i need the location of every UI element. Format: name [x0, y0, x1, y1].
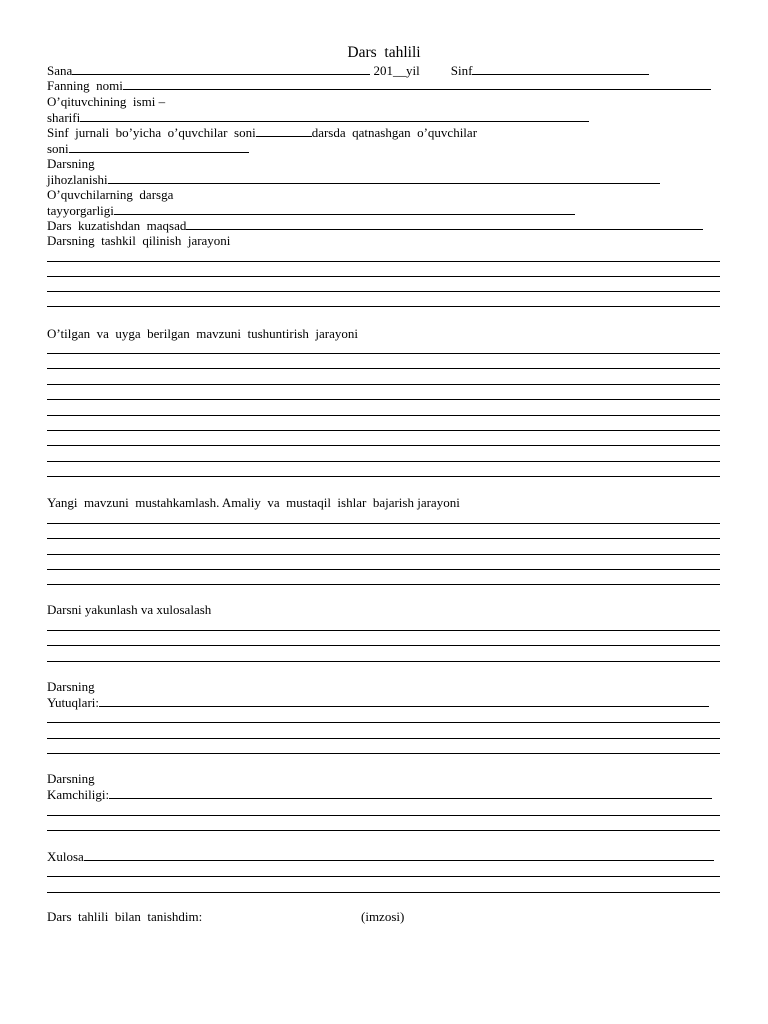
fan-label: Fanning nomi: [47, 78, 123, 93]
answer-line[interactable]: [47, 291, 720, 292]
kamchilik-label: Kamchiligi:: [47, 787, 110, 802]
maqsad-blank[interactable]: [186, 218, 703, 230]
answer-line[interactable]: [47, 569, 720, 570]
answer-line[interactable]: [47, 554, 720, 555]
yutuq-blank[interactable]: [99, 695, 709, 707]
answer-line[interactable]: [47, 276, 720, 277]
sinf-blank[interactable]: [472, 63, 649, 75]
answer-line[interactable]: [47, 476, 720, 477]
jihoz-row: [47, 172, 660, 187]
sinf-label: Sinf: [450, 63, 473, 78]
darsning-label: Darsning: [47, 156, 95, 171]
imzosi-label: (imzosi): [361, 909, 405, 924]
maqsad-label: Dars kuzatishdan maqsad: [47, 218, 187, 233]
answer-line[interactable]: [47, 523, 720, 524]
jihoz-blank[interactable]: [108, 172, 660, 184]
tanishdim-label: Dars tahlili bilan tanishdim:: [47, 909, 203, 924]
answer-line[interactable]: [47, 353, 720, 354]
sana-blank[interactable]: [72, 63, 370, 75]
preparation-label: O’quvchilarning darsga: [47, 187, 174, 202]
yutuq-row: [47, 695, 709, 710]
answer-line[interactable]: [47, 399, 720, 400]
sana-row: [47, 63, 649, 78]
fan-row: [47, 78, 711, 93]
answer-line[interactable]: [47, 892, 720, 893]
sharifi-blank[interactable]: [80, 110, 589, 122]
sharifi-row: [47, 110, 589, 125]
tashkil-label: Darsning tashkil qilinish jarayoni: [47, 233, 231, 248]
answer-line[interactable]: [47, 876, 720, 877]
year-label: 201__yil: [373, 63, 420, 78]
answer-line[interactable]: [47, 738, 720, 739]
journal-row: [47, 125, 477, 140]
journal-blank[interactable]: [256, 125, 312, 137]
soni-blank[interactable]: [69, 141, 249, 153]
answer-line[interactable]: [47, 722, 720, 723]
answer-line[interactable]: [47, 384, 720, 385]
maqsad-row: [47, 218, 703, 233]
kamchilik-row: [47, 787, 712, 802]
answer-line[interactable]: [47, 645, 720, 646]
answer-line[interactable]: [47, 306, 720, 307]
answer-line[interactable]: [47, 815, 720, 816]
fan-blank[interactable]: [123, 78, 711, 90]
kamchilik-blank[interactable]: [109, 787, 712, 799]
answer-line[interactable]: [47, 630, 720, 631]
tayyor-blank[interactable]: [114, 203, 575, 215]
tayyor-row: [47, 203, 575, 218]
answer-line[interactable]: [47, 661, 720, 662]
sharifi-label: sharifi: [47, 110, 81, 125]
jihoz-label: jihozlanishi: [47, 172, 108, 187]
xulosa-label: Xulosa: [47, 849, 84, 864]
answer-line[interactable]: [47, 415, 720, 416]
yutuq-label: Yutuqlari:: [47, 695, 99, 710]
answer-line[interactable]: [47, 261, 720, 262]
yakunlash-label: Darsni yakunlash va xulosalash: [47, 602, 212, 617]
answer-line[interactable]: [47, 461, 720, 462]
tayyor-label: tayyorgarligi: [47, 203, 114, 218]
answer-line[interactable]: [47, 830, 720, 831]
xulosa-blank[interactable]: [84, 849, 714, 861]
soni-label: soni: [47, 141, 69, 156]
answer-line[interactable]: [47, 584, 720, 585]
page-title: Dars tahlili: [347, 44, 421, 61]
otilgan-label: O’tilgan va uyga berilgan mavzuni tushuntirish jarayoni: [47, 326, 358, 341]
answer-line[interactable]: [47, 445, 720, 446]
teacher-label: O’qituvchining ismi –: [47, 94, 166, 109]
answer-line[interactable]: [47, 430, 720, 431]
kamchilik-head: Darsning: [47, 771, 95, 786]
journal-label: Sinf jurnali bo’yicha o’quvchilar soni: [47, 125, 256, 140]
answer-line[interactable]: [47, 753, 720, 754]
answer-line[interactable]: [47, 538, 720, 539]
answer-line[interactable]: [47, 368, 720, 369]
soni-row: [47, 141, 249, 156]
sana-label: Sana: [47, 63, 73, 78]
xulosa-row: [47, 849, 714, 864]
attended-label: darsda qatnashgan o’quvchilar: [311, 125, 478, 140]
yutuq-head: Darsning: [47, 679, 95, 694]
yangi-label: Yangi mavzuni mustahkamlash. Amaliy va mustaqil ishlar bajarish jarayoni: [47, 495, 460, 510]
